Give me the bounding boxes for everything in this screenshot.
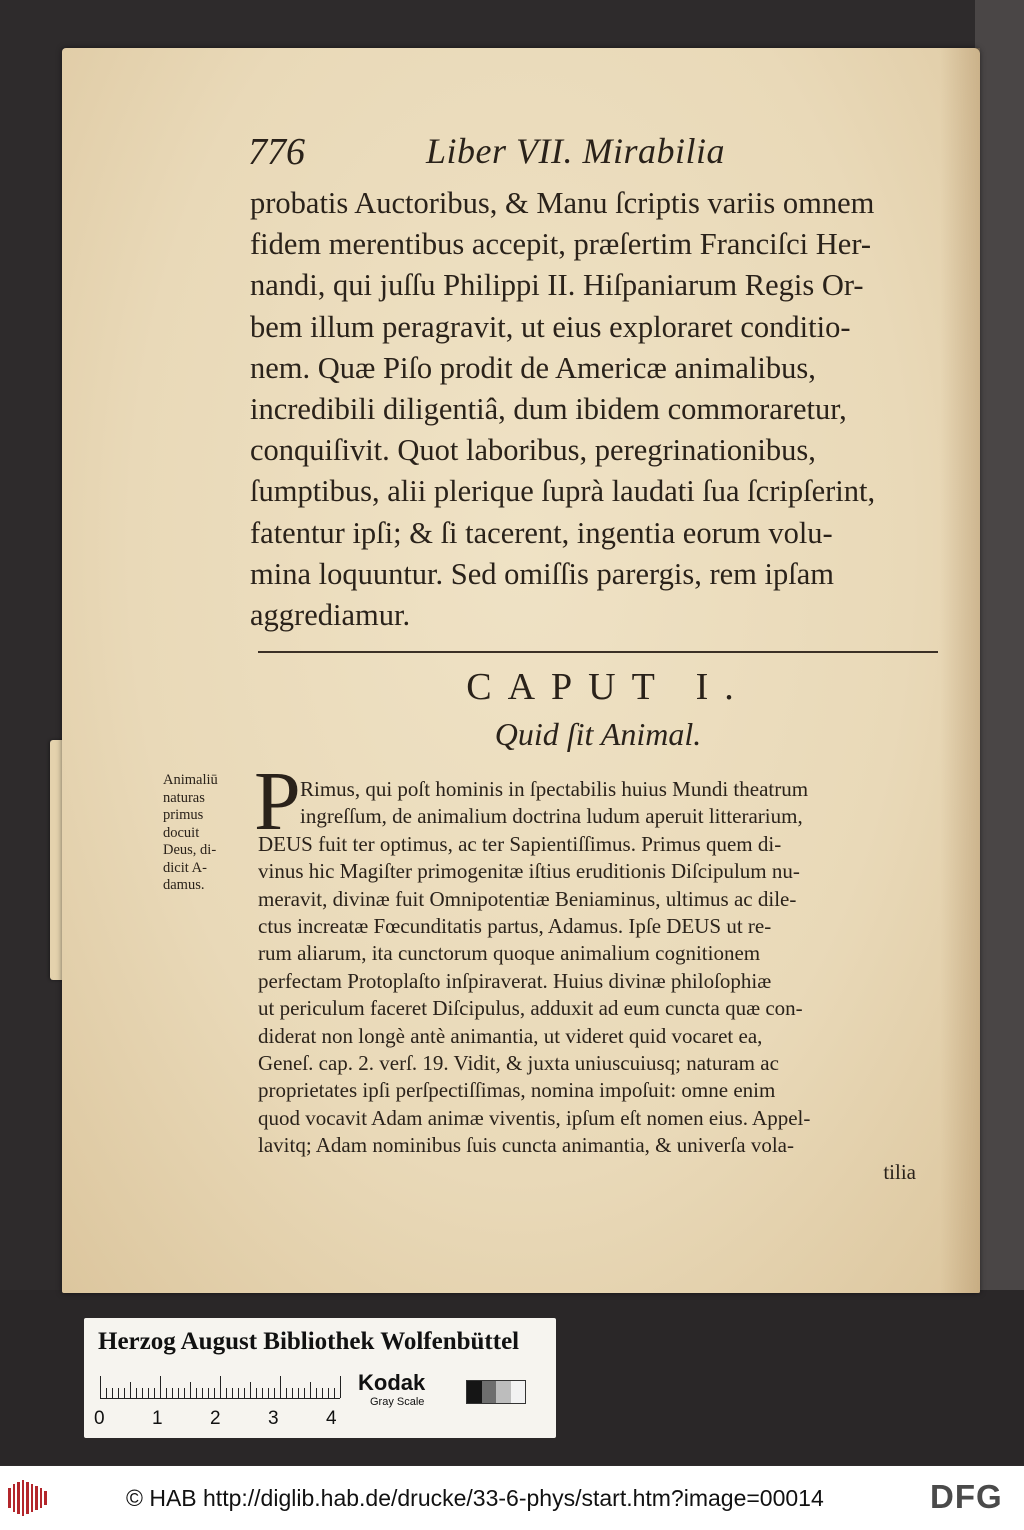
marginal-note: [163, 772, 253, 895]
ruler-tick: [274, 1388, 275, 1398]
text-line: vinus hic Magiſter primogenitæ iſtius eruditionis Diſcipulum nu-: [258, 859, 800, 884]
text-line: Rimus, qui poſt hominis in ſpectabilis huius Mundi theatrum: [300, 777, 809, 801]
scanner-background-right: [975, 0, 1024, 1290]
marginal-note-line: Deus, di-: [163, 842, 217, 858]
gray-swatches: [466, 1380, 526, 1404]
ruler-tick: [148, 1388, 149, 1398]
text-line: mina loquuntur. Sed omiſſis parergis, rem ipſam: [250, 556, 834, 591]
ruler-tick: [142, 1388, 143, 1398]
text-line: diderat non longè antè animantia, ut videret quid vocaret ea,: [258, 1023, 763, 1048]
text-line: Geneſ. cap. 2. verſ. 19. Vidit, & juxta uniuscuiusq; naturam ac: [258, 1050, 779, 1075]
ruler-tick: [112, 1388, 113, 1398]
gray-swatch: [467, 1381, 482, 1403]
color-calibration-label: [84, 1318, 556, 1438]
marginal-note-line: dicit A-: [163, 859, 207, 876]
ruler-tick: [340, 1376, 341, 1398]
text-line: lavitq; Adam nominibus ſuis cuncta animantia, & univerſa vola-: [258, 1133, 794, 1158]
ruler-tick: [136, 1388, 137, 1398]
grayscale-caption: Gray Scale: [370, 1396, 425, 1408]
page-header: [248, 130, 938, 180]
text-line: quod vocavit Adam animæ viventis, ipſum eſt nomen eius. Appel-: [258, 1105, 811, 1130]
text-line: rum aliarum, ita cunctorum quoque animalium cognitionem: [258, 941, 761, 966]
ruler-tick: [154, 1388, 155, 1398]
text-line: fidem merentibus accepit, præſertim Franciſci Her-: [250, 227, 872, 262]
text-line: nem. Quæ Piſo prodit de Americæ animalibus,: [250, 350, 816, 385]
marginal-note-line: docuit: [163, 824, 200, 841]
gray-swatch: [482, 1381, 497, 1403]
institution-name: Herzog August Bibliothek Wolfenbüttel: [98, 1328, 520, 1355]
ruler-tick: [178, 1388, 179, 1398]
footer-credit: © HAB http://diglib.hab.de/drucke/33-6-phys/start.htm?image=00014: [126, 1485, 824, 1511]
marginal-note-line: damus.: [163, 877, 205, 893]
text-line: incredibili diligentiâ, dum ibidem commoraretur,: [250, 391, 847, 426]
ruler-tick: [304, 1388, 305, 1398]
ruler-tick: [334, 1388, 335, 1398]
text-line: ingreſſum, de animalium doctrina ludum aperuit litterarium,: [300, 804, 803, 829]
ruler-tick: [196, 1388, 197, 1398]
ruler-tick: [298, 1388, 299, 1398]
text-line: perfectam Protoplaſto inſpiraverat. Huius divinæ philoſophiæ: [258, 968, 772, 993]
text-line: meravit, divinæ fuit Omnipotentiæ Beniaminus, ultimus ac dile-: [258, 886, 797, 911]
ruler-tick: [292, 1388, 293, 1398]
gray-swatch: [511, 1381, 526, 1403]
text-line: aggrediamur.: [250, 597, 411, 632]
text-line: probatis Auctoribus, & Manu ſcriptis variis omnem: [250, 186, 875, 220]
ruler-tick: [124, 1388, 125, 1398]
text-line: bem illum peragravit, ut eius exploraret conditio-: [250, 309, 851, 344]
ruler-tick: [250, 1382, 251, 1398]
text-line: ut periculum faceret Diſcipulus, adduxit ad eum cuncta quæ con-: [258, 996, 803, 1021]
ruler-number: 3: [268, 1408, 279, 1429]
ruler-tick: [256, 1388, 257, 1398]
ruler-tick: [160, 1376, 161, 1398]
marginal-note-line: Animaliū: [163, 772, 218, 788]
ruler-tick: [268, 1388, 269, 1398]
ruler-numbers: [94, 1408, 354, 1432]
ruler-number: 2: [210, 1408, 221, 1429]
ruler-tick: [220, 1376, 221, 1398]
ruler-tick: [184, 1388, 185, 1398]
scale-ruler: [100, 1374, 340, 1399]
text-line: fatentur ipſi; & ſi tacerent, ingentia eorum volu-: [250, 515, 833, 550]
ruler-tick: [238, 1388, 239, 1398]
text-line: conquiſivit. Quot laboribus, peregrinationibus,: [250, 433, 816, 468]
text-line: nandi, qui juſſu Philippi II. Hiſpaniarum Regis Or-: [250, 268, 864, 303]
running-title: Liber VII. Mirabilia: [426, 131, 725, 171]
marginal-note-line: primus: [163, 807, 204, 823]
ruler-tick: [232, 1388, 233, 1398]
ruler-tick: [172, 1388, 173, 1398]
section-divider: [258, 651, 938, 653]
ruler-tick: [208, 1388, 209, 1398]
drop-cap: P: [254, 755, 301, 848]
ruler-tick: [328, 1388, 329, 1398]
ruler-tick: [202, 1388, 203, 1398]
text-line: ctus increatæ Fœcunditatis partus, Adamus. Ipſe DEUS ut re-: [258, 913, 772, 938]
text-line: DEUS fuit ter optimus, ac ter Sapientiſſimus. Primus quem di-: [258, 831, 782, 856]
text-line: ſumptibus, alii plerique ſuprà laudati ſua ſcripſerint,: [250, 474, 876, 509]
ruler-number: 4: [326, 1408, 337, 1429]
catchword: tilia: [883, 1160, 916, 1185]
marginal-note-line: naturas: [163, 789, 205, 806]
kodak-logo: Kodak: [358, 1370, 426, 1395]
intro-paragraph: [250, 183, 940, 636]
page-number: 776: [248, 131, 305, 173]
ruler-tick: [316, 1388, 317, 1398]
ruler-tick: [322, 1388, 323, 1398]
ruler-tick: [100, 1376, 101, 1398]
ruler-tick: [286, 1388, 287, 1398]
ruler-tick: [118, 1388, 119, 1398]
text-line: proprietates ipſi perſpectiſſimas, nomina impoſuit: omne enim: [258, 1078, 776, 1103]
ruler-tick: [214, 1388, 215, 1398]
ruler-tick: [280, 1376, 281, 1398]
dfg-logo: DFG: [930, 1478, 1003, 1515]
chapter-body: [258, 776, 938, 1187]
ruler-tick: [244, 1388, 245, 1398]
chapter-subtitle: Quid ſit Animal.: [494, 716, 702, 752]
ruler-tick: [226, 1388, 227, 1398]
ruler-tick: [130, 1382, 131, 1398]
ruler-number: 0: [94, 1408, 105, 1429]
ruler-number: 1: [152, 1408, 163, 1429]
ruler-tick: [310, 1382, 311, 1398]
ruler-tick: [190, 1382, 191, 1398]
hab-barcode-logo-icon: [8, 1480, 48, 1516]
chapter-title: CAPUT I.: [466, 666, 750, 708]
ruler-tick: [262, 1388, 263, 1398]
ruler-tick: [106, 1388, 107, 1398]
footer-bar: [0, 1466, 1024, 1530]
gray-swatch: [496, 1381, 511, 1403]
ruler-tick: [166, 1388, 167, 1398]
